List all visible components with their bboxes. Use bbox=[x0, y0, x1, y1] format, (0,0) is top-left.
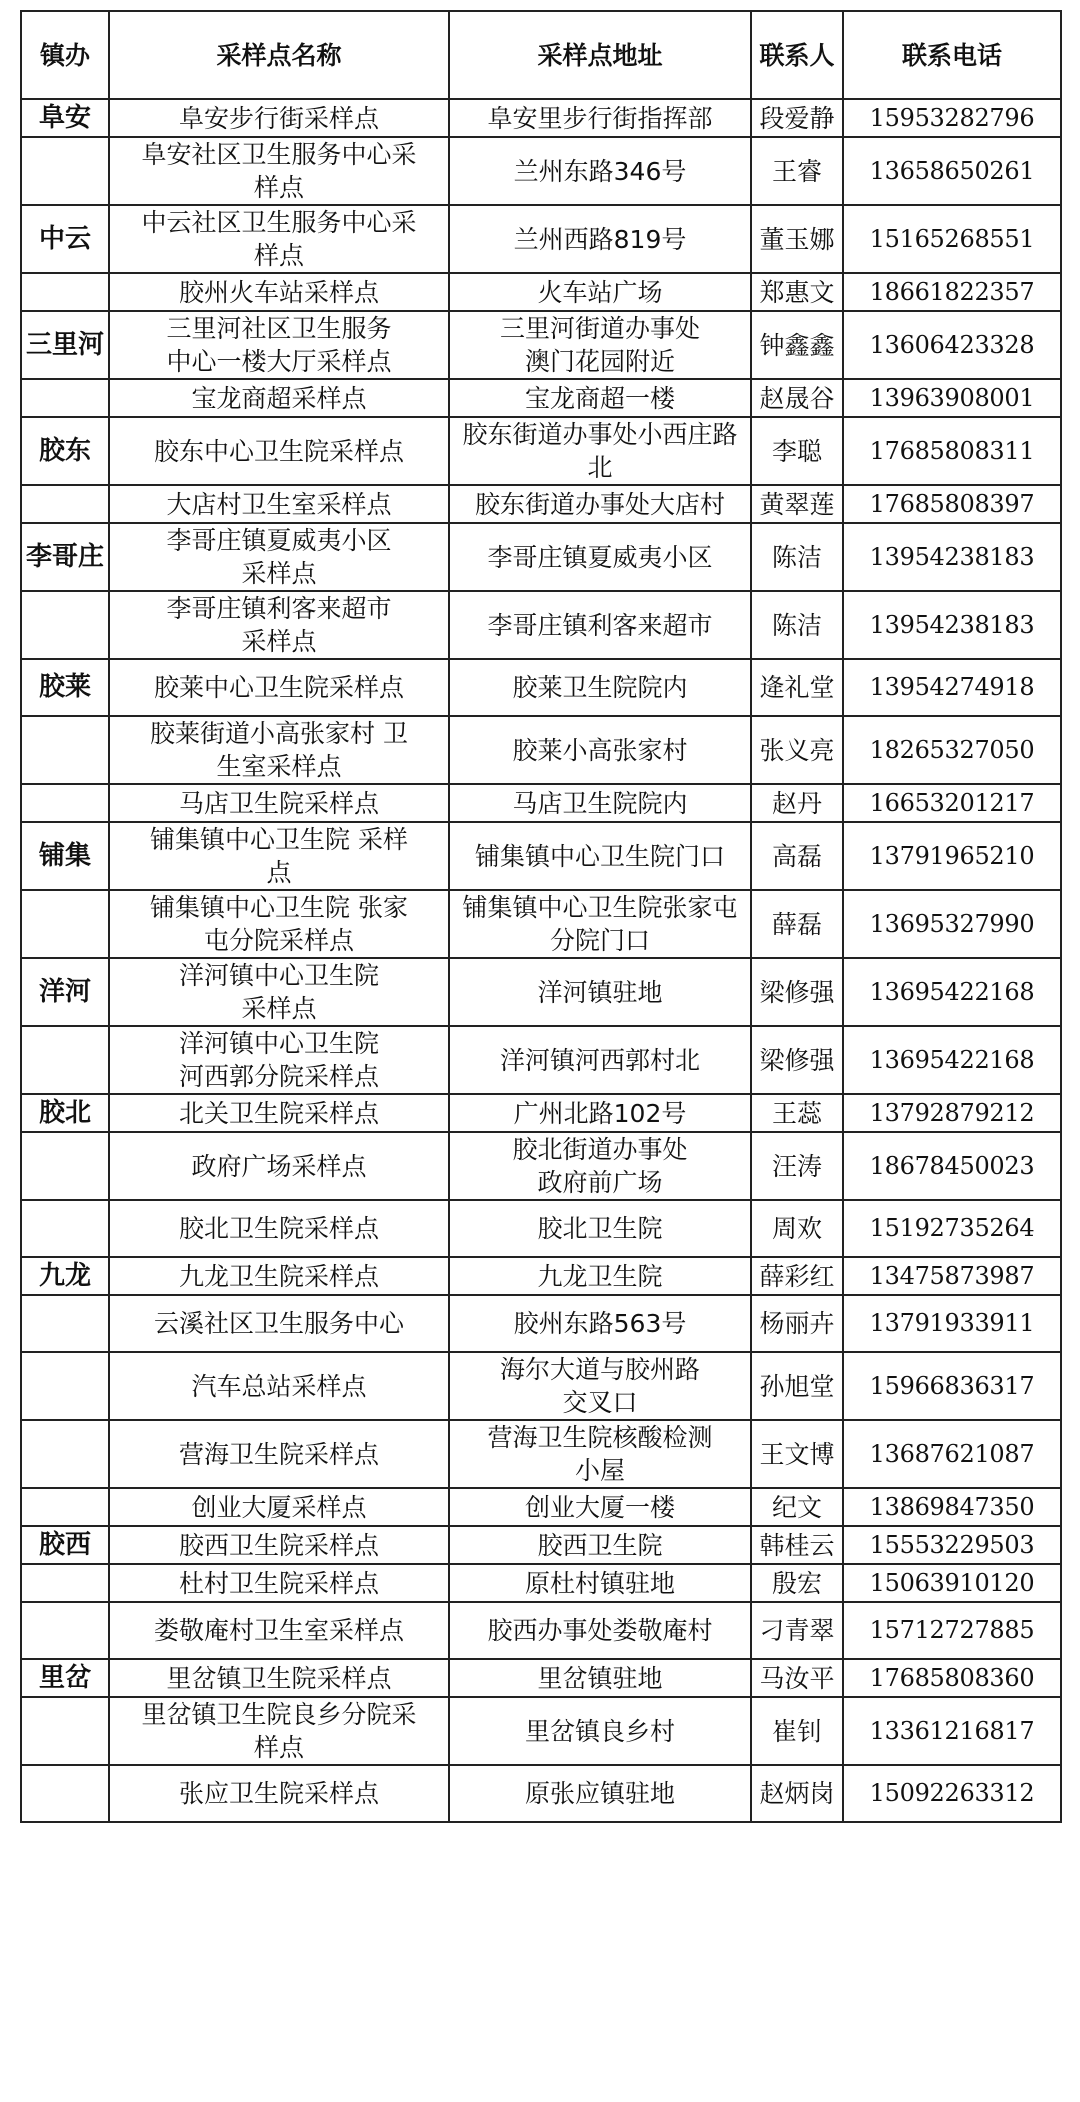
contact-cell: 孙旭堂 bbox=[751, 1352, 843, 1420]
site-name-cell: 洋河镇中心卫生院 河西郭分院采样点 bbox=[109, 1026, 449, 1094]
table-row bbox=[21, 273, 1061, 311]
town-cell bbox=[21, 1697, 109, 1765]
town-cell bbox=[21, 1765, 109, 1822]
phone-cell: 15553229503 bbox=[843, 1526, 1061, 1564]
site-name-cell: 胶西卫生院采样点 bbox=[109, 1526, 449, 1564]
site-address-cell: 胶莱小高张家村 bbox=[449, 716, 751, 784]
table-row bbox=[21, 523, 1061, 591]
phone-cell: 13361216817 bbox=[843, 1697, 1061, 1765]
town-cell bbox=[21, 273, 109, 311]
phone-cell: 13695327990 bbox=[843, 890, 1061, 958]
table-row bbox=[21, 1352, 1061, 1420]
town-cell bbox=[21, 137, 109, 205]
site-address-cell: 铺集镇中心卫生院张家屯 分院门口 bbox=[449, 890, 751, 958]
site-address-cell: 海尔大道与胶州路 交叉口 bbox=[449, 1352, 751, 1420]
contact-cell: 崔钊 bbox=[751, 1697, 843, 1765]
contact-cell: 李聪 bbox=[751, 417, 843, 485]
site-name-cell: 铺集镇中心卫生院 采样 点 bbox=[109, 822, 449, 890]
site-name-cell: 马店卫生院采样点 bbox=[109, 784, 449, 822]
site-address-cell: 胶州东路563号 bbox=[449, 1295, 751, 1352]
town-cell bbox=[21, 1026, 109, 1094]
table-row bbox=[21, 485, 1061, 523]
town-cell bbox=[21, 1132, 109, 1200]
town-cell bbox=[21, 1564, 109, 1602]
table-row bbox=[21, 1132, 1061, 1200]
table-row bbox=[21, 417, 1061, 485]
contact-cell: 赵丹 bbox=[751, 784, 843, 822]
contact-cell: 马汝平 bbox=[751, 1659, 843, 1697]
site-name-cell: 政府广场采样点 bbox=[109, 1132, 449, 1200]
site-address-cell: 胶东街道办事处小西庄路 北 bbox=[449, 417, 751, 485]
site-name-cell: 阜安步行街采样点 bbox=[109, 99, 449, 137]
table-row bbox=[21, 1697, 1061, 1765]
town-cell: 胶莱 bbox=[21, 659, 109, 716]
table-row bbox=[21, 205, 1061, 273]
site-name-cell: 李哥庄镇利客来超市 采样点 bbox=[109, 591, 449, 659]
town-cell: 里岔 bbox=[21, 1659, 109, 1697]
site-name-cell: 北关卫生院采样点 bbox=[109, 1094, 449, 1132]
table-row bbox=[21, 311, 1061, 379]
phone-cell: 18265327050 bbox=[843, 716, 1061, 784]
town-cell: 中云 bbox=[21, 205, 109, 273]
contact-cell: 陈洁 bbox=[751, 523, 843, 591]
phone-cell: 13954274918 bbox=[843, 659, 1061, 716]
site-name-cell: 创业大厦采样点 bbox=[109, 1488, 449, 1526]
town-cell bbox=[21, 1295, 109, 1352]
contact-cell: 段爱静 bbox=[751, 99, 843, 137]
town-cell: 阜安 bbox=[21, 99, 109, 137]
contact-cell: 陈洁 bbox=[751, 591, 843, 659]
site-address-cell: 兰州西路819号 bbox=[449, 205, 751, 273]
table-row bbox=[21, 784, 1061, 822]
table-row bbox=[21, 1094, 1061, 1132]
table-row bbox=[21, 591, 1061, 659]
contact-cell: 王睿 bbox=[751, 137, 843, 205]
table-row bbox=[21, 1526, 1061, 1564]
table-row bbox=[21, 958, 1061, 1026]
table-body bbox=[21, 99, 1061, 1822]
phone-cell: 17685808360 bbox=[843, 1659, 1061, 1697]
table-row bbox=[21, 1420, 1061, 1488]
town-cell: 胶东 bbox=[21, 417, 109, 485]
contact-cell: 王文博 bbox=[751, 1420, 843, 1488]
table-row bbox=[21, 890, 1061, 958]
site-address-cell: 胶西卫生院 bbox=[449, 1526, 751, 1564]
town-cell: 李哥庄 bbox=[21, 523, 109, 591]
phone-cell: 13695422168 bbox=[843, 958, 1061, 1026]
table-row bbox=[21, 1659, 1061, 1697]
phone-cell: 13963908001 bbox=[843, 379, 1061, 417]
phone-cell: 13658650261 bbox=[843, 137, 1061, 205]
contact-cell: 周欢 bbox=[751, 1200, 843, 1257]
site-name-cell: 张应卫生院采样点 bbox=[109, 1765, 449, 1822]
site-name-cell: 阜安社区卫生服务中心采 样点 bbox=[109, 137, 449, 205]
site-name-cell: 胶东中心卫生院采样点 bbox=[109, 417, 449, 485]
contact-cell: 薛彩红 bbox=[751, 1257, 843, 1295]
site-address-cell: 宝龙商超一楼 bbox=[449, 379, 751, 417]
site-address-cell: 洋河镇河西郭村北 bbox=[449, 1026, 751, 1094]
site-address-cell: 李哥庄镇夏威夷小区 bbox=[449, 523, 751, 591]
town-cell bbox=[21, 1352, 109, 1420]
contact-cell: 郑惠文 bbox=[751, 273, 843, 311]
site-address-cell: 马店卫生院院内 bbox=[449, 784, 751, 822]
site-address-cell: 原杜村镇驻地 bbox=[449, 1564, 751, 1602]
phone-cell: 13792879212 bbox=[843, 1094, 1061, 1132]
table-row bbox=[21, 822, 1061, 890]
town-cell bbox=[21, 716, 109, 784]
town-cell bbox=[21, 1420, 109, 1488]
site-address-cell: 铺集镇中心卫生院门口 bbox=[449, 822, 751, 890]
contact-cell: 梁修强 bbox=[751, 1026, 843, 1094]
table-row bbox=[21, 716, 1061, 784]
site-name-cell: 三里河社区卫生服务 中心一楼大厅采样点 bbox=[109, 311, 449, 379]
site-name-cell: 胶北卫生院采样点 bbox=[109, 1200, 449, 1257]
phone-cell: 15192735264 bbox=[843, 1200, 1061, 1257]
phone-cell: 17685808311 bbox=[843, 417, 1061, 485]
site-address-cell: 胶北卫生院 bbox=[449, 1200, 751, 1257]
table-row bbox=[21, 137, 1061, 205]
phone-cell: 13475873987 bbox=[843, 1257, 1061, 1295]
town-cell bbox=[21, 784, 109, 822]
sampling-sites-table-container bbox=[20, 10, 1060, 1823]
town-cell bbox=[21, 1200, 109, 1257]
town-cell: 胶北 bbox=[21, 1094, 109, 1132]
phone-cell: 15063910120 bbox=[843, 1564, 1061, 1602]
site-name-cell: 洋河镇中心卫生院 采样点 bbox=[109, 958, 449, 1026]
header-site-name: 采样点名称 bbox=[109, 11, 449, 99]
phone-cell: 13954238183 bbox=[843, 523, 1061, 591]
header-town: 镇办 bbox=[21, 11, 109, 99]
table-row bbox=[21, 379, 1061, 417]
town-cell: 铺集 bbox=[21, 822, 109, 890]
phone-cell: 15966836317 bbox=[843, 1352, 1061, 1420]
site-name-cell: 杜村卫生院采样点 bbox=[109, 1564, 449, 1602]
site-name-cell: 胶莱中心卫生院采样点 bbox=[109, 659, 449, 716]
contact-cell: 梁修强 bbox=[751, 958, 843, 1026]
contact-cell: 薛磊 bbox=[751, 890, 843, 958]
header-row bbox=[21, 11, 1061, 99]
phone-cell: 17685808397 bbox=[843, 485, 1061, 523]
site-name-cell: 营海卫生院采样点 bbox=[109, 1420, 449, 1488]
site-address-cell: 胶莱卫生院院内 bbox=[449, 659, 751, 716]
table-row bbox=[21, 1602, 1061, 1659]
phone-cell: 13695422168 bbox=[843, 1026, 1061, 1094]
town-cell bbox=[21, 485, 109, 523]
sampling-sites-table bbox=[20, 10, 1062, 1823]
phone-cell: 15953282796 bbox=[843, 99, 1061, 137]
table-row bbox=[21, 1295, 1061, 1352]
site-name-cell: 汽车总站采样点 bbox=[109, 1352, 449, 1420]
site-address-cell: 里岔镇良乡村 bbox=[449, 1697, 751, 1765]
site-address-cell: 胶北街道办事处 政府前广场 bbox=[449, 1132, 751, 1200]
site-address-cell: 洋河镇驻地 bbox=[449, 958, 751, 1026]
site-address-cell: 原张应镇驻地 bbox=[449, 1765, 751, 1822]
site-name-cell: 胶莱街道小高张家村 卫 生室采样点 bbox=[109, 716, 449, 784]
site-address-cell: 兰州东路346号 bbox=[449, 137, 751, 205]
site-address-cell: 胶东街道办事处大店村 bbox=[449, 485, 751, 523]
phone-cell: 16653201217 bbox=[843, 784, 1061, 822]
table-row bbox=[21, 1765, 1061, 1822]
site-name-cell: 里岔镇卫生院良乡分院采 样点 bbox=[109, 1697, 449, 1765]
contact-cell: 高磊 bbox=[751, 822, 843, 890]
site-name-cell: 云溪社区卫生服务中心 bbox=[109, 1295, 449, 1352]
table-row bbox=[21, 1488, 1061, 1526]
site-address-cell: 胶西办事处娄敬庵村 bbox=[449, 1602, 751, 1659]
phone-cell: 15165268551 bbox=[843, 205, 1061, 273]
contact-cell: 刁青翠 bbox=[751, 1602, 843, 1659]
site-name-cell: 九龙卫生院采样点 bbox=[109, 1257, 449, 1295]
header-contact: 联系人 bbox=[751, 11, 843, 99]
phone-cell: 18678450023 bbox=[843, 1132, 1061, 1200]
site-address-cell: 三里河街道办事处 澳门花园附近 bbox=[449, 311, 751, 379]
contact-cell: 董玉娜 bbox=[751, 205, 843, 273]
table-row bbox=[21, 1564, 1061, 1602]
town-cell bbox=[21, 591, 109, 659]
site-name-cell: 大店村卫生室采样点 bbox=[109, 485, 449, 523]
site-address-cell: 广州北路102号 bbox=[449, 1094, 751, 1132]
contact-cell: 韩桂云 bbox=[751, 1526, 843, 1564]
table-row bbox=[21, 659, 1061, 716]
table-row bbox=[21, 1200, 1061, 1257]
site-address-cell: 九龙卫生院 bbox=[449, 1257, 751, 1295]
site-address-cell: 火车站广场 bbox=[449, 273, 751, 311]
phone-cell: 13791965210 bbox=[843, 822, 1061, 890]
town-cell bbox=[21, 890, 109, 958]
phone-cell: 18661822357 bbox=[843, 273, 1061, 311]
table-row bbox=[21, 99, 1061, 137]
contact-cell: 黄翠莲 bbox=[751, 485, 843, 523]
site-address-cell: 里岔镇驻地 bbox=[449, 1659, 751, 1697]
town-cell bbox=[21, 1488, 109, 1526]
contact-cell: 张义亮 bbox=[751, 716, 843, 784]
contact-cell: 钟鑫鑫 bbox=[751, 311, 843, 379]
table-row bbox=[21, 1257, 1061, 1295]
phone-cell: 13869847350 bbox=[843, 1488, 1061, 1526]
phone-cell: 15092263312 bbox=[843, 1765, 1061, 1822]
site-name-cell: 宝龙商超采样点 bbox=[109, 379, 449, 417]
contact-cell: 王蕊 bbox=[751, 1094, 843, 1132]
site-name-cell: 娄敬庵村卫生室采样点 bbox=[109, 1602, 449, 1659]
phone-cell: 13687621087 bbox=[843, 1420, 1061, 1488]
site-address-cell: 阜安里步行街指挥部 bbox=[449, 99, 751, 137]
site-name-cell: 里岔镇卫生院采样点 bbox=[109, 1659, 449, 1697]
contact-cell: 杨丽卉 bbox=[751, 1295, 843, 1352]
contact-cell: 殷宏 bbox=[751, 1564, 843, 1602]
site-address-cell: 李哥庄镇利客来超市 bbox=[449, 591, 751, 659]
contact-cell: 逄礼堂 bbox=[751, 659, 843, 716]
contact-cell: 纪文 bbox=[751, 1488, 843, 1526]
town-cell: 洋河 bbox=[21, 958, 109, 1026]
header-site-address: 采样点地址 bbox=[449, 11, 751, 99]
header-phone: 联系电话 bbox=[843, 11, 1061, 99]
contact-cell: 赵炳岗 bbox=[751, 1765, 843, 1822]
phone-cell: 13606423328 bbox=[843, 311, 1061, 379]
contact-cell: 赵晟谷 bbox=[751, 379, 843, 417]
site-name-cell: 中云社区卫生服务中心采 样点 bbox=[109, 205, 449, 273]
site-name-cell: 李哥庄镇夏威夷小区 采样点 bbox=[109, 523, 449, 591]
site-name-cell: 铺集镇中心卫生院 张家 屯分院采样点 bbox=[109, 890, 449, 958]
phone-cell: 15712727885 bbox=[843, 1602, 1061, 1659]
table-row bbox=[21, 1026, 1061, 1094]
town-cell: 九龙 bbox=[21, 1257, 109, 1295]
town-cell: 三里河 bbox=[21, 311, 109, 379]
town-cell bbox=[21, 1602, 109, 1659]
site-name-cell: 胶州火车站采样点 bbox=[109, 273, 449, 311]
site-address-cell: 营海卫生院核酸检测 小屋 bbox=[449, 1420, 751, 1488]
town-cell: 胶西 bbox=[21, 1526, 109, 1564]
town-cell bbox=[21, 379, 109, 417]
contact-cell: 汪涛 bbox=[751, 1132, 843, 1200]
site-address-cell: 创业大厦一楼 bbox=[449, 1488, 751, 1526]
phone-cell: 13954238183 bbox=[843, 591, 1061, 659]
phone-cell: 13791933911 bbox=[843, 1295, 1061, 1352]
